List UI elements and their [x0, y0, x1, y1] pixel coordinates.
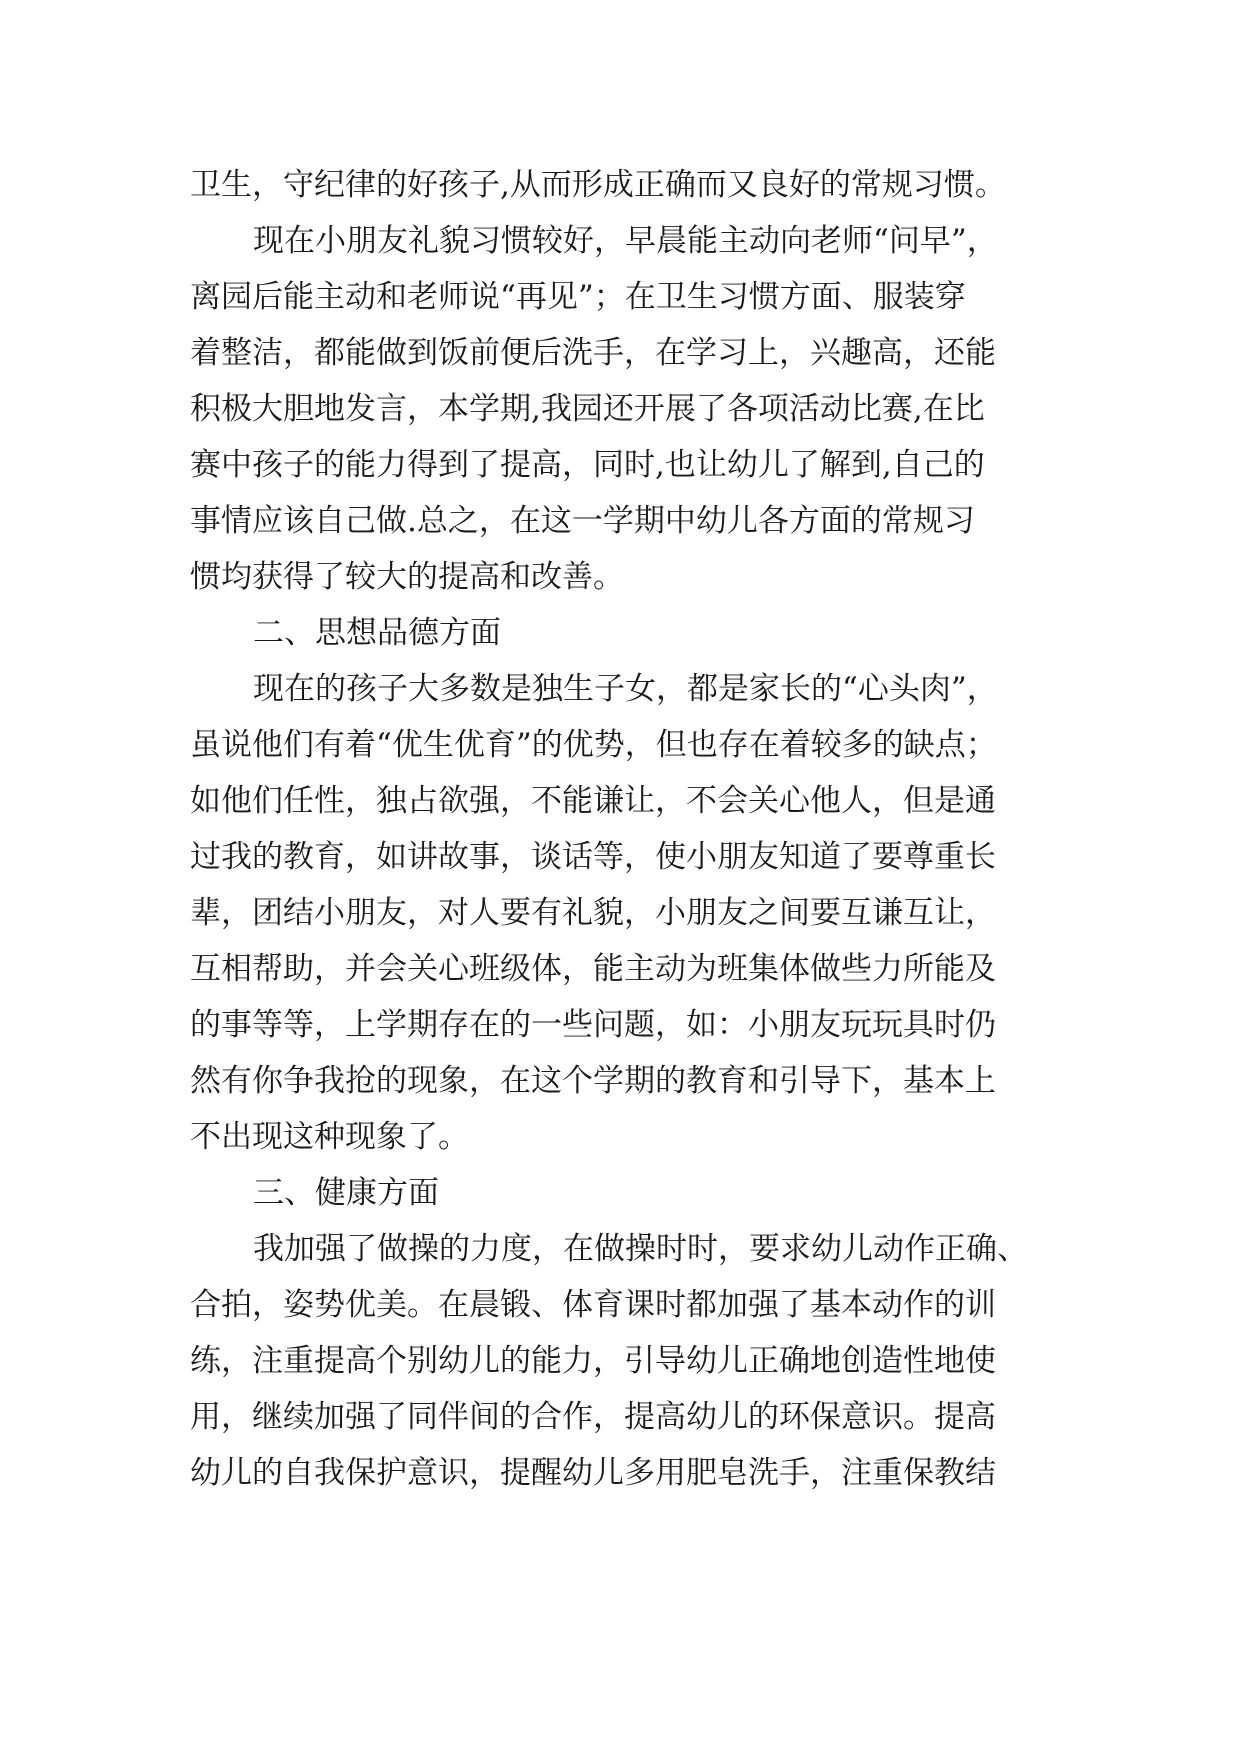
text-line-12: 如他们任性，独占欲强，不能谦让，不会关心他人，但是通	[190, 783, 996, 819]
text-line-20: 我加强了做操的力度，在做操时时，要求幼儿动作正确、	[253, 1231, 1028, 1267]
text-line-15: 互相帮助，并会关心班级体，能主动为班集体做些力所能及	[190, 951, 996, 987]
text-line-16: 的事等等，上学期存在的一些问题，如：小朋友玩玩具时仍	[190, 1007, 996, 1043]
text-line-21: 合拍，姿势优美。在晨锻、体育课时都加强了基本动作的训	[190, 1287, 996, 1323]
text-line-10: 现在的孩子大多数是独生子女，都是家长的“心头肉”，	[253, 671, 998, 707]
text-line-18: 不出现这种现象了。	[190, 1119, 469, 1155]
text-line-23: 用，继续加强了同伴间的合作，提高幼儿的环保意识。提高	[190, 1399, 996, 1435]
text-line-1: 卫生，守纪律的好孩子,从而形成正确而又良好的常规习惯。	[190, 167, 1006, 203]
text-line-6: 赛中孩子的能力得到了提高，同时,也让幼儿了解到,自己的	[190, 447, 985, 483]
text-line-2: 现在小朋友礼貌习惯较好，早晨能主动向老师“问早”，	[253, 223, 998, 259]
text-line-4: 着整洁，都能做到饭前便后洗手，在学习上，兴趣高，还能	[190, 335, 996, 371]
text-line-5: 积极大胆地发言，本学期,我园还开展了各项活动比赛,在比	[190, 391, 985, 427]
text-line-14: 辈，团结小朋友，对人要有礼貌，小朋友之间要互谦互让，	[190, 895, 996, 931]
section-heading-2: 二、思想品德方面	[253, 615, 501, 651]
text-line-3: 离园后能主动和老师说“再见”；在卫生习惯方面、服装穿	[190, 279, 966, 315]
text-line-17: 然有你争我抢的现象，在这个学期的教育和引导下，基本上	[190, 1063, 996, 1099]
section-heading-3: 三、健康方面	[253, 1175, 439, 1211]
text-line-24: 幼儿的自我保护意识，提醒幼儿多用肥皂洗手，注重保教结	[190, 1455, 996, 1491]
text-line-13: 过我的教育，如讲故事，谈话等，使小朋友知道了要尊重长	[190, 839, 996, 875]
text-line-22: 练，注重提高个别幼儿的能力，引导幼儿正确地创造性地使	[190, 1343, 996, 1379]
text-line-7: 事情应该自己做.总之，在这一学期中幼儿各方面的常规习	[190, 503, 975, 539]
text-line-8: 惯均获得了较大的提高和改善。	[190, 559, 624, 595]
text-line-11: 虽说他们有着“优生优育”的优势，但也存在着较多的缺点；	[190, 727, 997, 763]
